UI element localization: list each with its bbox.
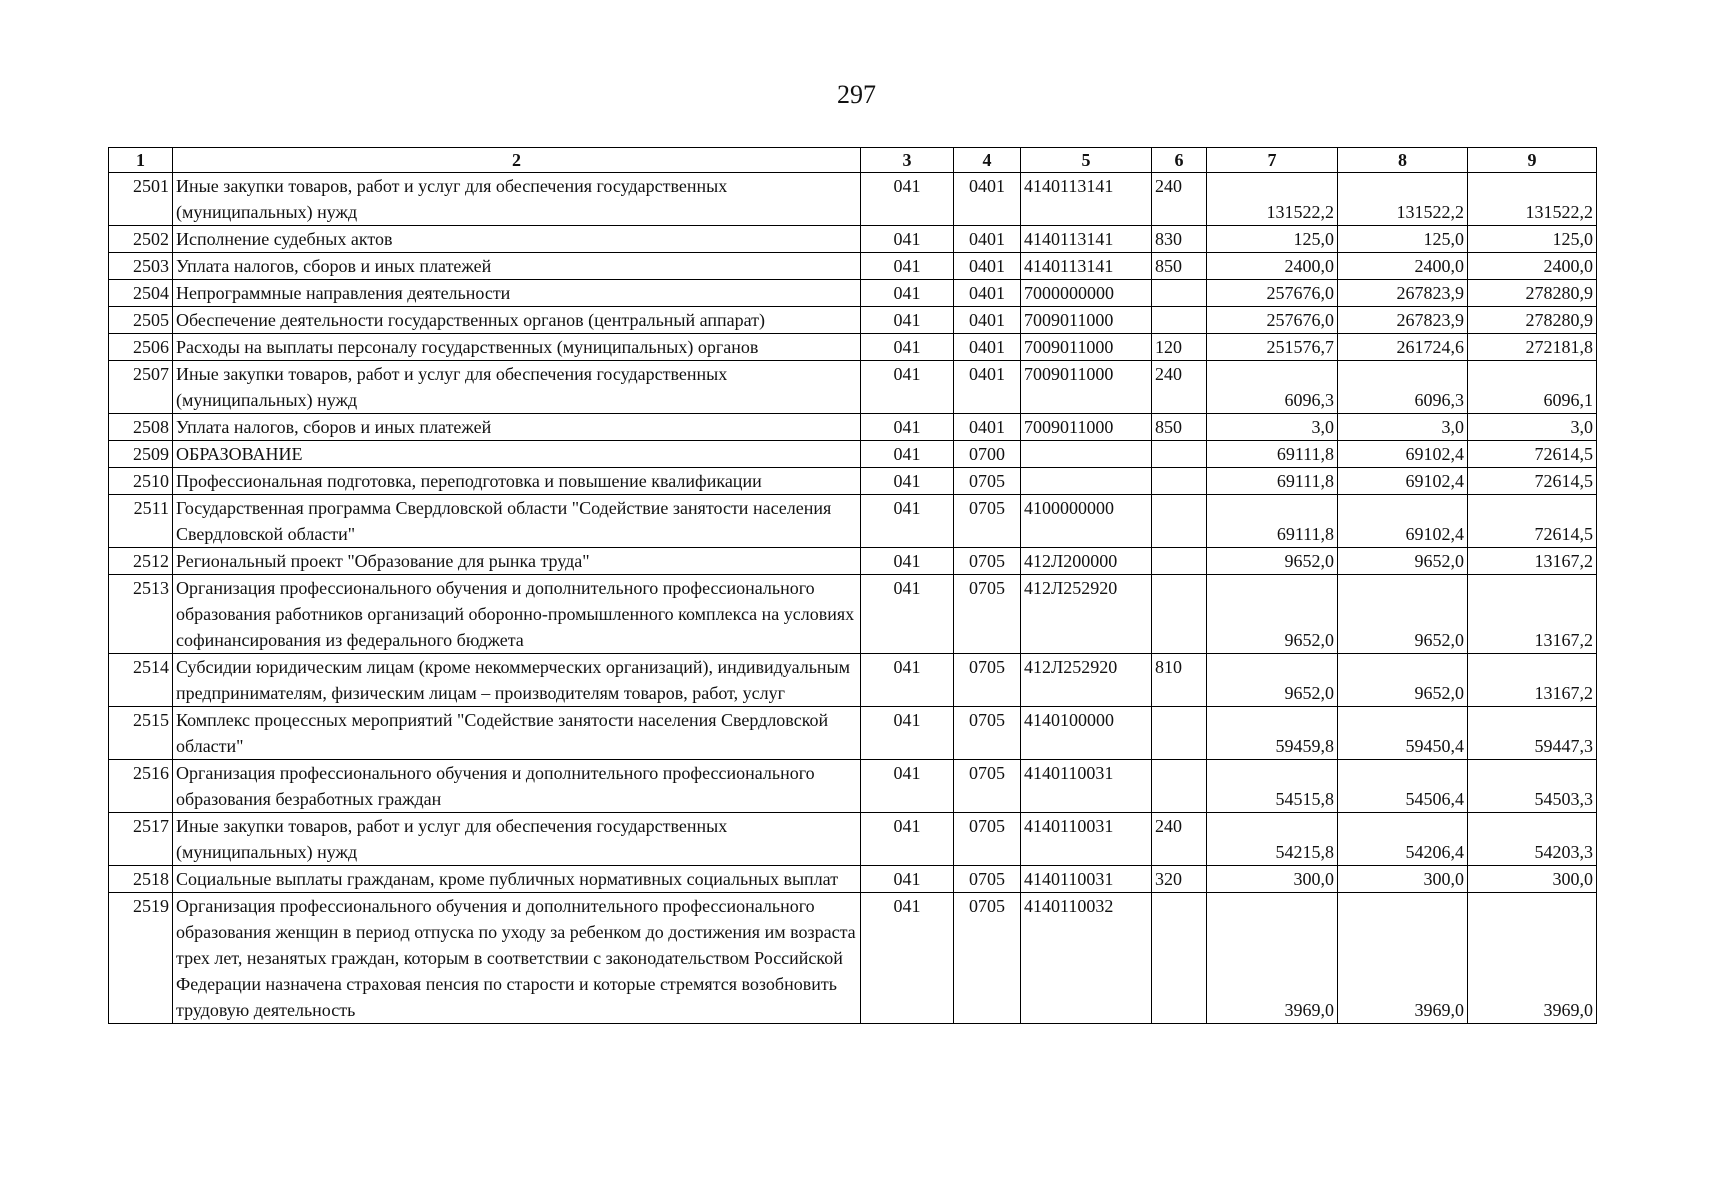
row-amount-year3-cell: 278280,9: [1468, 280, 1597, 307]
table-row: [109, 441, 1597, 468]
row-amount-year3-cell: 13167,2: [1468, 575, 1597, 654]
row-amount-year2-cell: 69102,4: [1338, 441, 1468, 468]
row-amount-year3-cell: 272181,8: [1468, 334, 1597, 361]
header-col-3: 3: [861, 148, 954, 173]
table-row: [109, 575, 1597, 654]
row-number-cell: 2505: [109, 307, 173, 334]
row-target-article-cell: 7009011000: [1021, 307, 1152, 334]
row-name-cell: ОБРАЗОВАНИЕ: [173, 441, 861, 468]
row-expense-type-cell: [1152, 441, 1207, 468]
row-amount-year1-cell: 9652,0: [1207, 575, 1338, 654]
table-row: [109, 707, 1597, 760]
row-amount-year2-cell: 54206,4: [1338, 813, 1468, 866]
row-number-cell: 2513: [109, 575, 173, 654]
row-section-code-cell: 0705: [954, 654, 1021, 707]
row-target-article-cell: [1021, 441, 1152, 468]
row-amount-year2-cell: 9652,0: [1338, 575, 1468, 654]
row-name-cell: Субсидии юридическим лицам (кроме некоммерческих организаций), индивидуальным предпринимателям, физическим лицам – производителям товаров, работ, услуг: [173, 654, 861, 707]
row-section-code-cell: 0401: [954, 334, 1021, 361]
row-department-code-cell: 041: [861, 495, 954, 548]
row-amount-year3-cell: 300,0: [1468, 866, 1597, 893]
row-number-cell: 2511: [109, 495, 173, 548]
row-target-article-cell: 4140110032: [1021, 893, 1152, 1024]
row-target-article-cell: 412Л252920: [1021, 575, 1152, 654]
row-amount-year2-cell: 54506,4: [1338, 760, 1468, 813]
row-name-cell: Обеспечение деятельности государственных органов (центральный аппарат): [173, 307, 861, 334]
row-department-code-cell: 041: [861, 441, 954, 468]
row-department-code-cell: 041: [861, 414, 954, 441]
row-amount-year1-cell: 54215,8: [1207, 813, 1338, 866]
budget-table: [108, 147, 1597, 1024]
row-target-article-cell: 412Л200000: [1021, 548, 1152, 575]
table-row: [109, 468, 1597, 495]
row-amount-year1-cell: 54515,8: [1207, 760, 1338, 813]
row-amount-year3-cell: 125,0: [1468, 226, 1597, 253]
row-target-article-cell: 4140113141: [1021, 253, 1152, 280]
row-department-code-cell: 041: [861, 548, 954, 575]
row-department-code-cell: 041: [861, 893, 954, 1024]
row-number-cell: 2517: [109, 813, 173, 866]
row-name-cell: Социальные выплаты гражданам, кроме публичных нормативных социальных выплат: [173, 866, 861, 893]
row-name-cell: Исполнение судебных актов: [173, 226, 861, 253]
table-row: [109, 760, 1597, 813]
row-department-code-cell: 041: [861, 813, 954, 866]
row-amount-year3-cell: 72614,5: [1468, 468, 1597, 495]
row-department-code-cell: 041: [861, 253, 954, 280]
row-name-cell: Комплекс процессных мероприятий "Содействие занятости населения Свердловской области": [173, 707, 861, 760]
row-expense-type-cell: [1152, 468, 1207, 495]
row-expense-type-cell: [1152, 760, 1207, 813]
row-section-code-cell: 0705: [954, 495, 1021, 548]
row-amount-year3-cell: 2400,0: [1468, 253, 1597, 280]
row-department-code-cell: 041: [861, 654, 954, 707]
row-department-code-cell: 041: [861, 226, 954, 253]
row-amount-year1-cell: 69111,8: [1207, 495, 1338, 548]
row-amount-year2-cell: 6096,3: [1338, 361, 1468, 414]
row-department-code-cell: 041: [861, 307, 954, 334]
table-row: [109, 654, 1597, 707]
row-amount-year3-cell: 131522,2: [1468, 173, 1597, 226]
row-amount-year3-cell: 3,0: [1468, 414, 1597, 441]
row-section-code-cell: 0705: [954, 707, 1021, 760]
row-name-cell: Организация профессионального обучения и дополнительного профессионального образования работников организаций оборонно-промышленного комплекса на условиях софинансирования из федерального бюджета: [173, 575, 861, 654]
row-number-cell: 2502: [109, 226, 173, 253]
row-amount-year3-cell: 72614,5: [1468, 441, 1597, 468]
row-department-code-cell: 041: [861, 707, 954, 760]
row-expense-type-cell: 240: [1152, 813, 1207, 866]
row-number-cell: 2516: [109, 760, 173, 813]
row-amount-year2-cell: 69102,4: [1338, 495, 1468, 548]
row-amount-year1-cell: 9652,0: [1207, 654, 1338, 707]
table-row: [109, 495, 1597, 548]
row-section-code-cell: 0705: [954, 893, 1021, 1024]
header-col-9: 9: [1468, 148, 1597, 173]
row-section-code-cell: 0401: [954, 307, 1021, 334]
row-expense-type-cell: [1152, 575, 1207, 654]
row-amount-year1-cell: 300,0: [1207, 866, 1338, 893]
row-target-article-cell: 4140110031: [1021, 866, 1152, 893]
row-name-cell: Региональный проект "Образование для рынка труда": [173, 548, 861, 575]
table-row: [109, 334, 1597, 361]
row-number-cell: 2518: [109, 866, 173, 893]
row-expense-type-cell: [1152, 495, 1207, 548]
row-expense-type-cell: 850: [1152, 414, 1207, 441]
row-section-code-cell: 0401: [954, 280, 1021, 307]
row-expense-type-cell: 240: [1152, 173, 1207, 226]
row-number-cell: 2503: [109, 253, 173, 280]
row-amount-year1-cell: 257676,0: [1207, 307, 1338, 334]
row-amount-year1-cell: 3,0: [1207, 414, 1338, 441]
row-number-cell: 2507: [109, 361, 173, 414]
table-row: [109, 866, 1597, 893]
row-amount-year2-cell: 69102,4: [1338, 468, 1468, 495]
table-row: [109, 173, 1597, 226]
row-amount-year2-cell: 3969,0: [1338, 893, 1468, 1024]
row-department-code-cell: 041: [861, 468, 954, 495]
row-target-article-cell: 7000000000: [1021, 280, 1152, 307]
row-amount-year3-cell: 278280,9: [1468, 307, 1597, 334]
row-expense-type-cell: 850: [1152, 253, 1207, 280]
row-amount-year1-cell: 69111,8: [1207, 441, 1338, 468]
table-row: [109, 548, 1597, 575]
row-section-code-cell: 0401: [954, 173, 1021, 226]
row-name-cell: Иные закупки товаров, работ и услуг для обеспечения государственных (муниципальных) нужд: [173, 813, 861, 866]
header-row: [109, 148, 1597, 173]
table-row: [109, 226, 1597, 253]
row-name-cell: Расходы на выплаты персоналу государственных (муниципальных) органов: [173, 334, 861, 361]
row-amount-year2-cell: 3,0: [1338, 414, 1468, 441]
row-name-cell: Организация профессионального обучения и дополнительного профессионального образования женщин в период отпуска по уходу за ребенком до достижения им возраста трех лет, незанятых граждан, которым в соответствии с законодательством Российской Федерации назначена страховая пенсия по старости и которые стремятся возобновить трудовую деятельность: [173, 893, 861, 1024]
row-amount-year2-cell: 300,0: [1338, 866, 1468, 893]
row-name-cell: Организация профессионального обучения и дополнительного профессионального образования безработных граждан: [173, 760, 861, 813]
row-expense-type-cell: 810: [1152, 654, 1207, 707]
row-number-cell: 2519: [109, 893, 173, 1024]
row-expense-type-cell: 120: [1152, 334, 1207, 361]
table-row: [109, 893, 1597, 1024]
row-department-code-cell: 041: [861, 173, 954, 226]
row-department-code-cell: 041: [861, 280, 954, 307]
row-expense-type-cell: [1152, 893, 1207, 1024]
row-amount-year1-cell: 69111,8: [1207, 468, 1338, 495]
table-row: [109, 813, 1597, 866]
row-amount-year2-cell: 131522,2: [1338, 173, 1468, 226]
table-row: [109, 307, 1597, 334]
row-amount-year2-cell: 267823,9: [1338, 307, 1468, 334]
header-col-1: 1: [109, 148, 173, 173]
row-amount-year3-cell: 13167,2: [1468, 654, 1597, 707]
row-expense-type-cell: 320: [1152, 866, 1207, 893]
row-amount-year1-cell: 59459,8: [1207, 707, 1338, 760]
page-number: 297: [837, 80, 876, 109]
row-name-cell: Иные закупки товаров, работ и услуг для обеспечения государственных (муниципальных) нужд: [173, 361, 861, 414]
row-expense-type-cell: 240: [1152, 361, 1207, 414]
table-row: [109, 414, 1597, 441]
row-number-cell: 2514: [109, 654, 173, 707]
row-amount-year1-cell: 6096,3: [1207, 361, 1338, 414]
header-col-7: 7: [1207, 148, 1338, 173]
row-number-cell: 2501: [109, 173, 173, 226]
header-col-6: 6: [1152, 148, 1207, 173]
header-col-8: 8: [1338, 148, 1468, 173]
row-name-cell: Уплата налогов, сборов и иных платежей: [173, 414, 861, 441]
row-amount-year2-cell: 261724,6: [1338, 334, 1468, 361]
row-number-cell: 2509: [109, 441, 173, 468]
row-amount-year2-cell: 59450,4: [1338, 707, 1468, 760]
row-amount-year1-cell: 251576,7: [1207, 334, 1338, 361]
row-expense-type-cell: [1152, 307, 1207, 334]
row-section-code-cell: 0401: [954, 414, 1021, 441]
row-target-article-cell: 412Л252920: [1021, 654, 1152, 707]
row-department-code-cell: 041: [861, 361, 954, 414]
table-row: [109, 253, 1597, 280]
row-amount-year3-cell: 6096,1: [1468, 361, 1597, 414]
row-number-cell: 2508: [109, 414, 173, 441]
table-row: [109, 280, 1597, 307]
row-department-code-cell: 041: [861, 575, 954, 654]
row-amount-year1-cell: 3969,0: [1207, 893, 1338, 1024]
row-number-cell: 2515: [109, 707, 173, 760]
row-amount-year1-cell: 9652,0: [1207, 548, 1338, 575]
row-section-code-cell: 0401: [954, 361, 1021, 414]
row-section-code-cell: 0401: [954, 253, 1021, 280]
row-number-cell: 2504: [109, 280, 173, 307]
row-department-code-cell: 041: [861, 334, 954, 361]
row-target-article-cell: 4140110031: [1021, 813, 1152, 866]
row-name-cell: Уплата налогов, сборов и иных платежей: [173, 253, 861, 280]
row-expense-type-cell: [1152, 280, 1207, 307]
row-target-article-cell: 4140113141: [1021, 226, 1152, 253]
header-col-4: 4: [954, 148, 1021, 173]
row-amount-year1-cell: 257676,0: [1207, 280, 1338, 307]
row-amount-year2-cell: 267823,9: [1338, 280, 1468, 307]
table-row: [109, 361, 1597, 414]
row-section-code-cell: 0401: [954, 226, 1021, 253]
row-number-cell: 2510: [109, 468, 173, 495]
row-expense-type-cell: 830: [1152, 226, 1207, 253]
row-amount-year2-cell: 2400,0: [1338, 253, 1468, 280]
row-name-cell: Иные закупки товаров, работ и услуг для обеспечения государственных (муниципальных) нужд: [173, 173, 861, 226]
row-section-code-cell: 0705: [954, 866, 1021, 893]
row-amount-year3-cell: 54503,3: [1468, 760, 1597, 813]
row-amount-year3-cell: 54203,3: [1468, 813, 1597, 866]
row-department-code-cell: 041: [861, 760, 954, 813]
row-amount-year3-cell: 3969,0: [1468, 893, 1597, 1024]
row-section-code-cell: 0705: [954, 548, 1021, 575]
row-target-article-cell: 4100000000: [1021, 495, 1152, 548]
row-section-code-cell: 0700: [954, 441, 1021, 468]
row-amount-year2-cell: 9652,0: [1338, 548, 1468, 575]
header-col-2: 2: [173, 148, 861, 173]
row-amount-year1-cell: 2400,0: [1207, 253, 1338, 280]
row-number-cell: 2512: [109, 548, 173, 575]
row-name-cell: Профессиональная подготовка, переподготовка и повышение квалификации: [173, 468, 861, 495]
table-body: [109, 173, 1597, 1024]
row-amount-year3-cell: 59447,3: [1468, 707, 1597, 760]
header-col-5: 5: [1021, 148, 1152, 173]
row-target-article-cell: [1021, 468, 1152, 495]
row-department-code-cell: 041: [861, 866, 954, 893]
row-section-code-cell: 0705: [954, 813, 1021, 866]
row-section-code-cell: 0705: [954, 575, 1021, 654]
row-amount-year2-cell: 125,0: [1338, 226, 1468, 253]
row-amount-year1-cell: 125,0: [1207, 226, 1338, 253]
row-target-article-cell: 7009011000: [1021, 334, 1152, 361]
row-amount-year3-cell: 72614,5: [1468, 495, 1597, 548]
row-number-cell: 2506: [109, 334, 173, 361]
row-expense-type-cell: [1152, 707, 1207, 760]
row-target-article-cell: 4140100000: [1021, 707, 1152, 760]
row-target-article-cell: 7009011000: [1021, 361, 1152, 414]
row-target-article-cell: 4140110031: [1021, 760, 1152, 813]
row-amount-year1-cell: 131522,2: [1207, 173, 1338, 226]
row-target-article-cell: 7009011000: [1021, 414, 1152, 441]
row-name-cell: Государственная программа Свердловской области "Содействие занятости населения Свердловской области": [173, 495, 861, 548]
row-amount-year3-cell: 13167,2: [1468, 548, 1597, 575]
row-expense-type-cell: [1152, 548, 1207, 575]
row-name-cell: Непрограммные направления деятельности: [173, 280, 861, 307]
row-amount-year2-cell: 9652,0: [1338, 654, 1468, 707]
row-section-code-cell: 0705: [954, 468, 1021, 495]
row-target-article-cell: 4140113141: [1021, 173, 1152, 226]
row-section-code-cell: 0705: [954, 760, 1021, 813]
